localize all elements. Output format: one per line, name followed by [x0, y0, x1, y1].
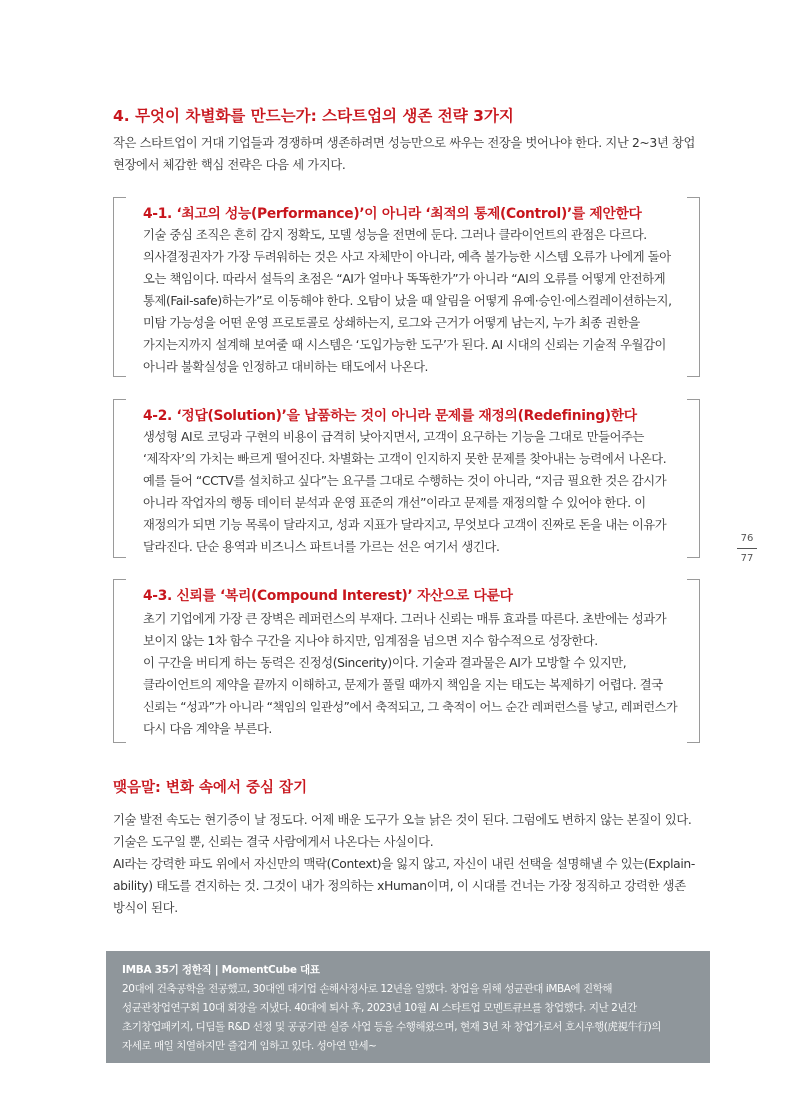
bracket-left	[113, 399, 126, 558]
body-line: 신뢰는 “성과”가 아니라 “책임의 일관성”에서 축적되고, 그 축적이 어느 순간 레퍼런스를 낳고, 레퍼런스가	[143, 700, 678, 714]
section-title: 4. 무엇이 차별화를 만드는가: 스타트업의 생존 전략 3가지	[113, 107, 514, 125]
body-line: 아니라 불확실성을 인정하고 대비하는 태도에서 나온다.	[143, 360, 429, 374]
intro-line: 현장에서 체감한 핵심 전략은 다음 세 가지다.	[113, 158, 346, 172]
strategy-body	[143, 608, 677, 740]
body-line: 클라이언트의 제약을 끝까지 이해하고, 문제가 풀릴 때까지 책임을 지는 태도는 복제하기 어렵다. 결국	[143, 678, 663, 692]
conclusion-line: ability) 태도를 견지하는 것. 그것이 내가 정의하는 xHuman이며, 이 시대를 건너는 가장 정직하고 강력한 생존	[113, 879, 686, 893]
body-line: 의사결정권자가 가장 두려워하는 것은 사고 자체만이 아니라, 예측 불가능한 시스템 오류가 나에게 돌아	[143, 250, 671, 264]
body-line: 예를 들어 “CCTV를 설치하고 싶다”는 요구를 그대로 수행하는 것이 아니라, “지금 필요한 것은 감시가	[143, 474, 667, 488]
body-line: 달라진다. 단순 용역과 비즈니스 파트너를 가르는 선은 여기서 생긴다.	[143, 540, 500, 554]
conclusion-line: AI라는 강력한 파도 위에서 자신만의 맥락(Context)을 잃지 않고, 자신이 내린 선택을 설명해낼 수 있는(Explain-	[113, 857, 695, 871]
body-line: 보이지 않는 1차 함수 구간을 지나야 하지만, 임계점을 넘으면 지수 함수적으로 성장한다.	[143, 634, 598, 648]
page-current: 76	[740, 533, 754, 544]
intro-line: 작은 스타트업이 거대 기업들과 경쟁하며 생존하려면 성능만으로 싸우는 전장을 벗어나야 한다. 지난 2~3년 창업	[113, 136, 695, 150]
page-next: 77	[740, 553, 754, 564]
strategy-title: 4-1. ‘최고의 성능(Performance)’이 아니라 ‘최적의 통제(Control)’를 제안한다	[143, 206, 642, 222]
body-line: 생성형 AI로 코딩과 구현의 비용이 급격히 낮아지면서, 고객이 요구하는 기능을 그대로 만들어주는	[143, 430, 645, 444]
section-intro	[113, 132, 703, 176]
author-line: 성균관창업연구회 10대 회장을 지냈다. 40대에 퇴사 후, 2023년 10월 AI 스타트업 모멘트큐브를 창업했다. 지난 2년간	[122, 1002, 637, 1014]
body-line: 재정의가 되면 기능 목록이 달라지고, 성과 지표가 달라지고, 무엇보다 고객이 진짜로 돈을 내는 이유가	[143, 518, 667, 532]
bracket-left	[113, 579, 126, 743]
body-line: 가지는지까지 설계해 보여줄 때 시스템은 ‘도입가능한 도구’가 된다. AI 시대의 신뢰는 기술적 우월감이	[143, 338, 667, 352]
body-line: 통제(Fail-safe)하는가”로 이동해야 한다. 오탐이 났을 때 알림을 어떻게 유예·승인·에스컬레이션하는지,	[143, 294, 672, 308]
strategy-box-2	[113, 399, 700, 559]
strategy-box-3	[113, 579, 700, 744]
author-line: 20대에 건축공학을 전공했고, 30대엔 대기업 손해사정사로 12년을 일했다. 창업을 위해 성균관대 iMBA에 진학해	[122, 983, 613, 995]
bracket-right	[687, 579, 700, 743]
author-line: 초기창업패키지, 디딤돌 R&D 선정 및 공공기관 실증 사업 등을 수행해왔으며, 현재 3년 차 창업가로서 호시우행(虎視牛行)의	[122, 1021, 661, 1033]
bracket-right	[687, 399, 700, 558]
bracket-right	[687, 197, 700, 377]
author-title: IMBA 35기 정한직 | MomentCube 대표	[122, 964, 320, 976]
author-bio	[106, 951, 710, 1063]
strategy-body	[143, 224, 677, 378]
conclusion-line: 기술은 도구일 뿐, 신뢰는 결국 사람에게서 나온다는 사실이다.	[113, 835, 434, 849]
bracket-left	[113, 197, 126, 377]
body-line: 초기 기업에게 가장 큰 장벽은 레퍼런스의 부재다. 그러나 신뢰는 매튜 효과를 따른다. 초반에는 성과가	[143, 612, 667, 626]
strategy-box-1	[113, 197, 700, 377]
body-line: 기술 중심 조직은 흔히 감지 정확도, 모델 성능을 전면에 둔다. 그러나 클라이언트의 관점은 다르다.	[143, 228, 647, 242]
body-line: 다시 다음 계약을 부른다.	[143, 722, 272, 736]
page-divider	[737, 548, 757, 549]
body-line: 미탐 가능성을 어떤 운영 프로토콜로 상쇄하는지, 로그와 근거가 어떻게 남는지, 누가 최종 권한을	[143, 316, 640, 330]
strategy-body	[143, 426, 677, 558]
conclusion-body	[113, 809, 713, 919]
body-line: ‘제작자’의 가치는 빠르게 떨어진다. 차별화는 고객이 인지하지 못한 문제를 찾아내는 능력에서 나온다.	[143, 452, 667, 466]
body-line: 오는 책임이다. 따라서 설득의 초점은 “AI가 얼마나 똑똑한가”가 아니라 “AI의 오류를 어떻게 안전하게	[143, 272, 666, 286]
body-line: 아니라 작업자의 행동 데이터 분석과 운영 표준의 개선”이라고 문제를 재정의할 수 있어야 한다. 이	[143, 496, 646, 510]
body-line: 이 구간을 버티게 하는 동력은 진정성(Sincerity)이다. 기술과 결과물은 AI가 모방할 수 있지만,	[143, 656, 627, 670]
conclusion-title: 맺음말: 변화 속에서 중심 잡기	[113, 780, 308, 796]
conclusion-line: 방식이 된다.	[113, 901, 178, 915]
author-line: 자세로 매일 치열하지만 즐겁게 임하고 있다. 성아연 만세~	[122, 1040, 377, 1052]
page-number	[733, 532, 761, 565]
strategy-title: 4-3. 신뢰를 ‘복리(Compound Interest)’ 자산으로 다룬다	[143, 588, 513, 604]
conclusion-line: 기술 발전 속도는 현기증이 날 정도다. 어제 배운 도구가 오늘 낡은 것이 된다. 그럼에도 변하지 않는 본질이 있다.	[113, 813, 692, 827]
strategy-title: 4-2. ‘정답(Solution)’을 납품하는 것이 아니라 문제를 재정의(Redefining)한다	[143, 408, 637, 424]
